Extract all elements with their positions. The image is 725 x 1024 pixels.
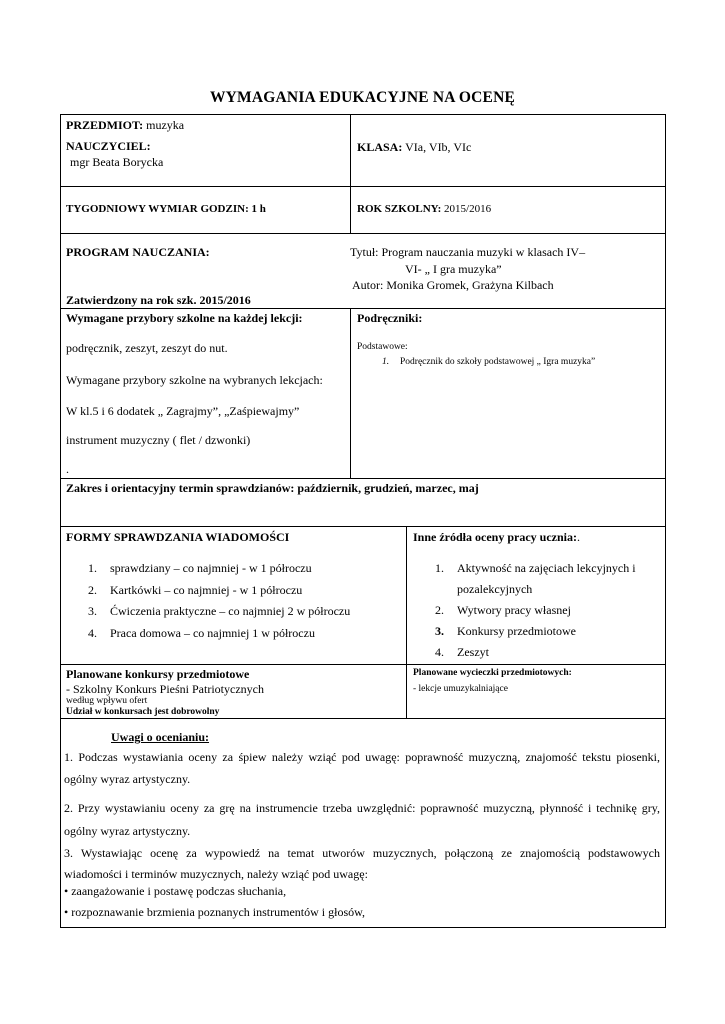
other-sources-header: Inne źródła oceny pracy ucznia: [413, 530, 577, 544]
other-sources-item-text: Wytwory pracy własnej [457, 603, 571, 617]
supplies-addon: W kl.5 i 6 dodatek „ Zagrajmy”, „Zaśpiewajmy” [66, 404, 300, 418]
program-label: PROGRAM NAUCZANIA: [66, 245, 210, 259]
remarks-bullet: • rozpoznawanie brzmienia poznanych instrumentów i głosów, [64, 905, 366, 919]
forms-item-num: 4. [88, 626, 97, 640]
remarks-paragraph-2: 2. Przy wystawianiu oceny za grę na instrumencie trzeba uwzględnić: poprawność muzyczną, płynność i technikę gry, ogólny wyraz artystyczny. [64, 801, 660, 838]
supplies-instrument: instrument muzyczny ( flet / dzwonki) [66, 433, 251, 447]
other-sources-item-text: Zeszyt [457, 645, 489, 659]
other-sources-item [435, 624, 576, 639]
supplies-basic: podręcznik, zeszyt, zeszyt do nut. [66, 341, 228, 355]
other-sources-header-tail: . [577, 530, 580, 544]
supplies-header: Wymagane przybory szkolne na każdej lekcji: [66, 311, 303, 325]
forms-item-num: 2. [88, 583, 97, 597]
textbook-item [382, 357, 595, 369]
forms-item-num: 3. [88, 604, 97, 618]
school-year-line [357, 203, 491, 217]
tests-scope: Zakres i orientacyjny termin sprawdzianów: październik, grudzień, marzec, maj [66, 481, 479, 495]
textbooks-basic-label: Podstawowe: [357, 342, 408, 352]
other-sources-item [435, 603, 571, 618]
other-sources-item [435, 645, 489, 660]
program-title-line2: VI- „ I gra muzyka” [405, 262, 502, 276]
trips-header: Planowane wycieczki przedmiotowych: [413, 668, 572, 678]
other-sources-item [435, 582, 532, 597]
program-title-line1: Tytuł: Program nauczania muzyki w klasach IV– [350, 245, 586, 259]
textbooks-header: Podręczniki: [357, 311, 423, 325]
forms-item-text: Ćwiczenia praktyczne – co najmniej 2 w półroczu [110, 604, 351, 618]
other-sources-item-num: 1. [435, 561, 444, 575]
remarks-header: Uwagi o ocenianiu: [111, 730, 210, 744]
remarks-paragraph-3: 3. Wystawiając ocenę za wypowiedź na temat utworów muzycznych, połączoną ze znajomością podstawowych wiadomości i terminów muzycznych, należy wziąć pod uwagę: [64, 846, 660, 881]
other-sources-item-text: Aktywność na zajęciach lekcyjnych i [457, 561, 636, 575]
class-line [357, 140, 471, 155]
school-year-label: ROK SZKOLNY: [357, 203, 442, 215]
remarks-bullet: • zaangażowanie i postawę podczas słuchania, [64, 884, 287, 898]
program-approved: Zatwierdzony na rok szk. 2015/2016 [66, 293, 251, 307]
school-year-value: 2015/2016 [441, 203, 492, 215]
class-value: VIa, VIb, VIc [402, 140, 472, 154]
contests-item: - Szkolny Konkurs Pieśni Patriotycznych [66, 682, 264, 696]
textbook-item-text: Podręcznik do szkoły podstawowej „ Igra muzyka” [400, 357, 596, 367]
supplies-dot: . [66, 462, 69, 476]
teacher-value: mgr Beata Borycka [70, 155, 164, 169]
other-sources-item [435, 561, 636, 576]
weekly-hours: TYGODNIOWY WYMIAR GODZIN: 1 h [66, 203, 266, 215]
other-sources-header-line [413, 530, 580, 545]
other-sources-item-num: 3. [435, 624, 444, 638]
document-title: WYMAGANIA EDUKACYJNE NA OCENĘ [209, 89, 516, 106]
trips-item: - lekcje umuzykalniające [413, 684, 508, 694]
class-label: KLASA: [357, 140, 403, 154]
forms-item-num: 1. [88, 561, 97, 575]
supplies-selected-header: Wymagane przybory szkolne na wybranych lekcjach: [66, 373, 323, 387]
forms-item-text: Kartkówki – co najmniej - w 1 półroczu [110, 583, 303, 597]
forms-item [88, 561, 312, 576]
contests-note: według wpływu ofert [66, 696, 148, 706]
forms-item-text: sprawdziany – co najmniej - w 1 półroczu [110, 561, 312, 575]
program-authors: Autor: Monika Gromek, Grażyna Kilbach [352, 278, 554, 292]
subject-label: PRZEDMIOT: [66, 118, 144, 132]
forms-item [88, 583, 302, 598]
subject-value: muzyka [143, 118, 185, 132]
other-sources-item-text: pozalekcyjnych [457, 582, 533, 596]
other-sources-item-text: Konkursy przedmiotowe [457, 624, 576, 638]
remarks-paragraph-1: 1. Podczas wystawiania oceny za śpiew należy wziąć pod uwagę: poprawność muzyczną, znajomość tekstu piosenki, ogólny wyraz artystyczny. [64, 750, 660, 786]
forms-header: FORMY SPRAWDZANIA WIADOMOŚCI [66, 530, 290, 544]
forms-item [88, 604, 350, 619]
teacher-label: NAUCZYCIEL: [66, 139, 151, 153]
other-sources-item-num: 4. [435, 645, 444, 659]
contests-voluntary: Udział w konkursach jest dobrowolny [66, 707, 220, 717]
textbook-item-num: 1. [382, 357, 390, 367]
subject-line [66, 118, 184, 133]
other-sources-item-num: 2. [435, 603, 444, 617]
forms-item-text: Praca domowa – co najmniej 1 w półroczu [110, 626, 315, 640]
forms-item [88, 626, 315, 641]
contests-header: Planowane konkursy przedmiotowe [66, 667, 250, 681]
